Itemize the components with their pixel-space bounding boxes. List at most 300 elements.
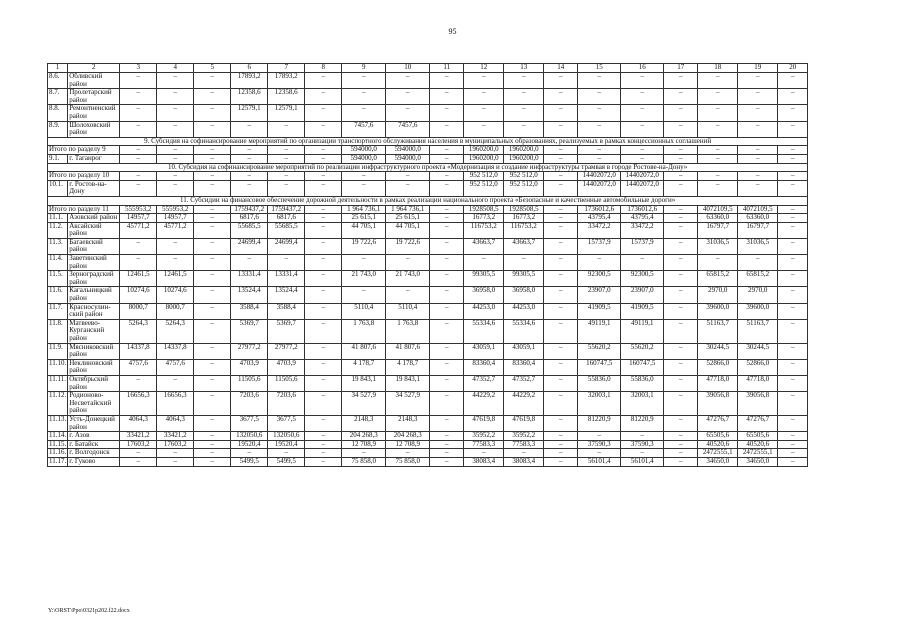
table-cell: 43663,7 (504, 238, 544, 254)
table-cell: – (778, 154, 808, 163)
table-cell: 34 527,9 (342, 392, 386, 416)
table-cell: – (544, 449, 578, 458)
table-cell: 14402072,0 (578, 172, 621, 181)
table-cell: 36958,0 (504, 287, 544, 303)
table-cell: – (157, 180, 194, 196)
table-cell: – (544, 214, 578, 223)
table-cell: 99305,5 (504, 271, 544, 287)
table-cell: – (194, 205, 231, 214)
table-cell: 16773,2 (504, 214, 544, 223)
table-cell: 99305,5 (464, 271, 504, 287)
table-cell: – (268, 449, 305, 458)
table-cell: – (386, 73, 430, 89)
table-cell: – (231, 172, 268, 181)
table-cell: 27977,2 (231, 343, 268, 359)
section-heading: 9. Субсидия на софинансирование мероприятий по организации транспортного обслуживания населения в муниципальных образованиях, реализуемых в рамках концессионных соглашений (48, 137, 808, 146)
table-cell: – (664, 180, 698, 196)
table-cell: – (386, 449, 430, 458)
table-cell: 51163,7 (698, 319, 738, 343)
municipality-name: Аксайский район (68, 222, 120, 238)
table-cell: 47718,0 (698, 375, 738, 391)
table-cell: 38083,4 (464, 457, 504, 466)
table-cell: 38083,4 (504, 457, 544, 466)
table-cell: – (544, 359, 578, 375)
table-cell: 17893,2 (268, 73, 305, 89)
table-cell: – (430, 375, 464, 391)
municipality-name: г. Батайск (68, 440, 120, 449)
table-cell: – (544, 287, 578, 303)
table-cell: – (464, 255, 504, 271)
table-cell: – (194, 287, 231, 303)
table-cell: 19 843,1 (386, 375, 430, 391)
table-row (48, 105, 808, 121)
table-row (48, 154, 808, 163)
table-cell: – (778, 146, 808, 155)
table-cell: – (544, 238, 578, 254)
table-row (48, 440, 808, 449)
table-cell: 4072109,5 (698, 205, 738, 214)
table-cell: – (664, 303, 698, 319)
table-cell: 7457,6 (342, 121, 386, 137)
table-cell: – (386, 89, 430, 105)
table-cell: – (120, 121, 157, 137)
table-cell: – (342, 172, 386, 181)
table-cell: – (231, 154, 268, 163)
table-cell: – (504, 73, 544, 89)
table-cell: – (305, 287, 342, 303)
table-cell: 4757,6 (157, 359, 194, 375)
table-cell: – (157, 238, 194, 254)
table-cell: – (194, 146, 231, 155)
table-cell: 32003,1 (621, 392, 664, 416)
table-cell: – (305, 73, 342, 89)
table-cell: – (157, 121, 194, 137)
table-cell: 3588,4 (268, 303, 305, 319)
table-cell: – (194, 319, 231, 343)
table-cell: 3588,4 (231, 303, 268, 319)
table-cell: 13331,4 (231, 271, 268, 287)
table-cell: – (544, 154, 578, 163)
table-cell: – (778, 432, 808, 441)
table-cell: – (268, 172, 305, 181)
table-cell: – (778, 205, 808, 214)
table-cell: 12 708,9 (386, 440, 430, 449)
table-cell: 81220,9 (621, 415, 664, 431)
table-cell: 15737,9 (621, 238, 664, 254)
table-cell: – (664, 449, 698, 458)
table-cell: – (430, 457, 464, 466)
section-heading-row (48, 163, 808, 172)
table-cell: 16656,3 (157, 392, 194, 416)
table-row (48, 392, 808, 416)
table-cell: – (778, 73, 808, 89)
table-cell: 14402072,0 (621, 180, 664, 196)
table-cell: – (430, 271, 464, 287)
table-row (48, 222, 808, 238)
table-cell: – (231, 121, 268, 137)
row-number: 11.4. (48, 255, 68, 271)
document-footer: Y:\ORST\Ppo\0321p202.f22.docx (48, 608, 130, 614)
table-cell: 43059,1 (504, 343, 544, 359)
table-cell: 55836,0 (621, 375, 664, 391)
table-cell: 37590,3 (621, 440, 664, 449)
table-cell: – (464, 121, 504, 137)
table-cell: 4703,9 (231, 359, 268, 375)
table-cell: – (430, 392, 464, 416)
table-cell: – (664, 432, 698, 441)
table-cell: 27977,2 (268, 343, 305, 359)
table-cell: – (430, 154, 464, 163)
table-cell: 21 743,0 (386, 271, 430, 287)
table-cell: 24699,4 (231, 238, 268, 254)
table-cell: 65815,2 (698, 271, 738, 287)
table-cell: – (621, 105, 664, 121)
table-cell: – (120, 89, 157, 105)
table-cell: 12358,6 (268, 89, 305, 105)
table-cell: 92300,5 (578, 271, 621, 287)
header-cell: 7 (268, 64, 305, 73)
table-cell: 6817,6 (268, 214, 305, 223)
table-cell: 55334,6 (464, 319, 504, 343)
table-cell: – (305, 238, 342, 254)
table-cell: 56101,4 (578, 457, 621, 466)
header-cell: 16 (621, 64, 664, 73)
table-cell: 1 964 736,1 (386, 205, 430, 214)
row-number: 11.6. (48, 287, 68, 303)
table-cell: 13524,4 (231, 287, 268, 303)
table-cell: – (194, 432, 231, 441)
table-cell: – (738, 255, 778, 271)
table-cell: 77583,3 (504, 440, 544, 449)
table-cell: – (342, 73, 386, 89)
section-total-row (48, 172, 808, 181)
table-cell: 40520,6 (738, 440, 778, 449)
table-cell: – (778, 121, 808, 137)
table-cell: 30244,5 (698, 343, 738, 359)
table-cell: 555953,2 (120, 205, 157, 214)
table-cell: – (305, 457, 342, 466)
table-cell: 25 615,1 (342, 214, 386, 223)
row-number: 11.5. (48, 271, 68, 287)
table-cell: 12461,5 (120, 271, 157, 287)
total-label: Итого по разделу 10 (48, 172, 120, 181)
table-cell: 16656,3 (120, 392, 157, 416)
table-cell: – (430, 449, 464, 458)
table-cell: 4064,3 (157, 415, 194, 431)
row-number: 8.7. (48, 89, 68, 105)
table-cell: – (544, 343, 578, 359)
table-cell: 1 763,8 (386, 319, 430, 343)
table-cell: – (305, 415, 342, 431)
table-cell: – (698, 255, 738, 271)
table-cell: – (578, 73, 621, 89)
table-cell: 2970,0 (738, 287, 778, 303)
table-cell: – (194, 457, 231, 466)
table-cell: 52866,0 (698, 359, 738, 375)
table-cell: – (578, 449, 621, 458)
table-cell: 4757,6 (120, 359, 157, 375)
header-cell: 1 (48, 64, 68, 73)
table-cell: 44 705,1 (342, 222, 386, 238)
table-cell: 10274,6 (157, 287, 194, 303)
table-row (48, 271, 808, 287)
table-cell: – (194, 180, 231, 196)
municipality-name: Матвеево-Курганский район (68, 319, 120, 343)
table-cell: 1928508,5 (464, 205, 504, 214)
table-cell: – (778, 440, 808, 449)
table-cell: 4072109,5 (738, 205, 778, 214)
table-row (48, 73, 808, 89)
table-cell: – (664, 105, 698, 121)
table-cell: – (157, 457, 194, 466)
table-cell: 594000,0 (342, 146, 386, 155)
table-cell: – (578, 432, 621, 441)
table-cell: 2148,3 (342, 415, 386, 431)
table-row (48, 457, 808, 466)
row-number: 11.3. (48, 238, 68, 254)
table-cell: 39056,8 (698, 392, 738, 416)
table-cell: 1759437,2 (268, 205, 305, 214)
table-cell: – (664, 319, 698, 343)
table-row (48, 432, 808, 441)
table-cell: 45771,2 (120, 222, 157, 238)
table-cell: 33421,2 (157, 432, 194, 441)
table-cell: – (738, 172, 778, 181)
table-cell: – (194, 121, 231, 137)
table-cell: – (464, 73, 504, 89)
table-cell: 16773,2 (464, 214, 504, 223)
table-cell: 204 268,3 (342, 432, 386, 441)
table-cell: – (778, 359, 808, 375)
table-cell: – (664, 343, 698, 359)
table-cell: 1928508,5 (504, 205, 544, 214)
table-cell: 35952,2 (464, 432, 504, 441)
table-cell: 47619,8 (504, 415, 544, 431)
header-cell: 8 (305, 64, 342, 73)
municipality-name: Азовский район (68, 214, 120, 223)
table-cell: – (305, 89, 342, 105)
municipality-name: г. Волгодонск (68, 449, 120, 458)
table-cell: – (544, 457, 578, 466)
table-cell: 31036,5 (738, 238, 778, 254)
table-cell: 116753,2 (464, 222, 504, 238)
table-cell: 1 964 736,1 (342, 205, 386, 214)
table-cell: 44 705,1 (386, 222, 430, 238)
table-row (48, 415, 808, 431)
table-cell: 77583,3 (464, 440, 504, 449)
table-cell: 132050,6 (268, 432, 305, 441)
table-cell: – (120, 375, 157, 391)
table-cell: – (194, 238, 231, 254)
table-cell: – (194, 172, 231, 181)
table-cell: 14957,7 (120, 214, 157, 223)
table-cell: – (342, 287, 386, 303)
table-cell: – (544, 440, 578, 449)
table-cell: – (698, 180, 738, 196)
table-cell: – (504, 89, 544, 105)
table-cell: – (305, 303, 342, 319)
table-cell: 2970,0 (698, 287, 738, 303)
table-cell: 55620,2 (578, 343, 621, 359)
table-cell: – (305, 172, 342, 181)
table-cell: – (544, 180, 578, 196)
header-cell: 3 (120, 64, 157, 73)
table-cell: – (778, 303, 808, 319)
table-cell: 12 708,9 (342, 440, 386, 449)
table-cell: 55836,0 (578, 375, 621, 391)
table-cell: – (157, 89, 194, 105)
row-number: 10.1. (48, 180, 68, 196)
table-cell: 5110,4 (386, 303, 430, 319)
table-cell: 24699,4 (268, 238, 305, 254)
table-cell: – (157, 105, 194, 121)
table-cell: 12461,5 (157, 271, 194, 287)
table-cell: 17603,2 (120, 440, 157, 449)
table-cell: 34650,0 (698, 457, 738, 466)
table-cell: 34 527,9 (386, 392, 430, 416)
table-cell: – (430, 89, 464, 105)
table-cell: – (305, 255, 342, 271)
table-cell: – (342, 255, 386, 271)
table-cell: 1736012,6 (578, 205, 621, 214)
table-cell: – (268, 180, 305, 196)
table-cell: 21 743,0 (342, 271, 386, 287)
table-cell: – (430, 121, 464, 137)
header-cell: 20 (778, 64, 808, 73)
table-cell: 43795,4 (578, 214, 621, 223)
total-label: Итого по разделу 11 (48, 205, 120, 214)
table-cell: – (698, 105, 738, 121)
table-cell: – (430, 214, 464, 223)
table-cell: 49119,1 (621, 319, 664, 343)
table-cell: – (305, 319, 342, 343)
table-cell: – (194, 222, 231, 238)
table-cell: 5369,7 (231, 319, 268, 343)
row-number: 11.14. (49, 431, 67, 440)
table-cell: – (342, 180, 386, 196)
table-cell: – (664, 457, 698, 466)
municipality-name: Мясниковский район (68, 343, 120, 359)
table-cell: 952 512,0 (464, 180, 504, 196)
table-cell: 1960200,0 (464, 146, 504, 155)
table-cell: 44229,2 (464, 392, 504, 416)
table-row (48, 449, 808, 458)
table-cell: 19 722,6 (342, 238, 386, 254)
table-cell: – (464, 449, 504, 458)
table-cell: 2148,3 (386, 415, 430, 431)
table-row (48, 180, 808, 196)
table-cell: – (698, 73, 738, 89)
table-cell: – (621, 89, 664, 105)
table-cell: 15737,9 (578, 238, 621, 254)
table-cell: – (194, 271, 231, 287)
table-cell: 51163,7 (738, 319, 778, 343)
table-cell: – (430, 205, 464, 214)
table-cell: – (305, 180, 342, 196)
table-cell: 52866,0 (738, 359, 778, 375)
table-cell: – (386, 287, 430, 303)
table-cell: – (386, 105, 430, 121)
table-cell: – (778, 271, 808, 287)
row-number: 9.1. (48, 154, 68, 163)
row-number: 11.8. (48, 319, 68, 343)
table-row (48, 319, 808, 343)
table-cell: – (464, 105, 504, 121)
table-cell: 594000,0 (342, 154, 386, 163)
table-cell: – (194, 154, 231, 163)
table-cell: – (231, 255, 268, 271)
table-cell: 17603,2 (157, 440, 194, 449)
table-cell: – (120, 146, 157, 155)
table-cell: – (578, 105, 621, 121)
table-cell: 5264,3 (157, 319, 194, 343)
table-cell: 47718,0 (738, 375, 778, 391)
header-cell: 2 (68, 64, 120, 73)
table-cell: – (544, 375, 578, 391)
table-cell: – (386, 255, 430, 271)
table-cell: 16797,7 (738, 222, 778, 238)
table-cell: 11505,6 (231, 375, 268, 391)
page-number: 95 (448, 27, 457, 36)
table-cell: – (120, 255, 157, 271)
table-cell: – (778, 238, 808, 254)
header-cell: 18 (698, 64, 738, 73)
table-cell: 7457,6 (386, 121, 430, 137)
total-label: Итого по разделу 9 (48, 146, 120, 155)
budget-table (47, 63, 808, 467)
row-number: 11.11. (48, 375, 68, 391)
table-cell: – (194, 449, 231, 458)
table-cell: – (778, 89, 808, 105)
table-cell: – (430, 303, 464, 319)
table-cell: 23907,0 (578, 287, 621, 303)
table-cell: – (664, 222, 698, 238)
table-cell: 13524,4 (268, 287, 305, 303)
municipality-name: Обливский район (68, 73, 120, 89)
table-cell: 81220,9 (578, 415, 621, 431)
municipality-name: Шолоховский район (68, 121, 120, 137)
table-cell: 41 807,6 (342, 343, 386, 359)
table-cell: 45771,2 (157, 222, 194, 238)
table-cell: 5110,4 (342, 303, 386, 319)
table-cell: 5264,3 (120, 319, 157, 343)
table-cell: – (231, 449, 268, 458)
table-cell: – (430, 146, 464, 155)
table-cell: – (778, 343, 808, 359)
row-number: 8.6. (48, 73, 68, 89)
table-cell: 30244,5 (738, 343, 778, 359)
table-cell: – (504, 121, 544, 137)
table-cell: – (268, 146, 305, 155)
table-cell: 44253,0 (464, 303, 504, 319)
municipality-name: Неклиновский район (68, 359, 120, 375)
table-cell: – (544, 146, 578, 155)
table-cell: – (664, 238, 698, 254)
table-cell: – (120, 73, 157, 89)
table-cell: – (305, 440, 342, 449)
table-cell: – (621, 432, 664, 441)
row-number: 11.2. (48, 222, 68, 238)
table-cell: – (778, 214, 808, 223)
table-cell: – (194, 105, 231, 121)
table-cell: 23907,0 (621, 287, 664, 303)
row-number: 11.7. (48, 303, 68, 319)
table-cell: – (544, 121, 578, 137)
table-cell: 55334,6 (504, 319, 544, 343)
table-row (48, 89, 808, 105)
table-cell: – (305, 343, 342, 359)
table-cell: – (430, 105, 464, 121)
